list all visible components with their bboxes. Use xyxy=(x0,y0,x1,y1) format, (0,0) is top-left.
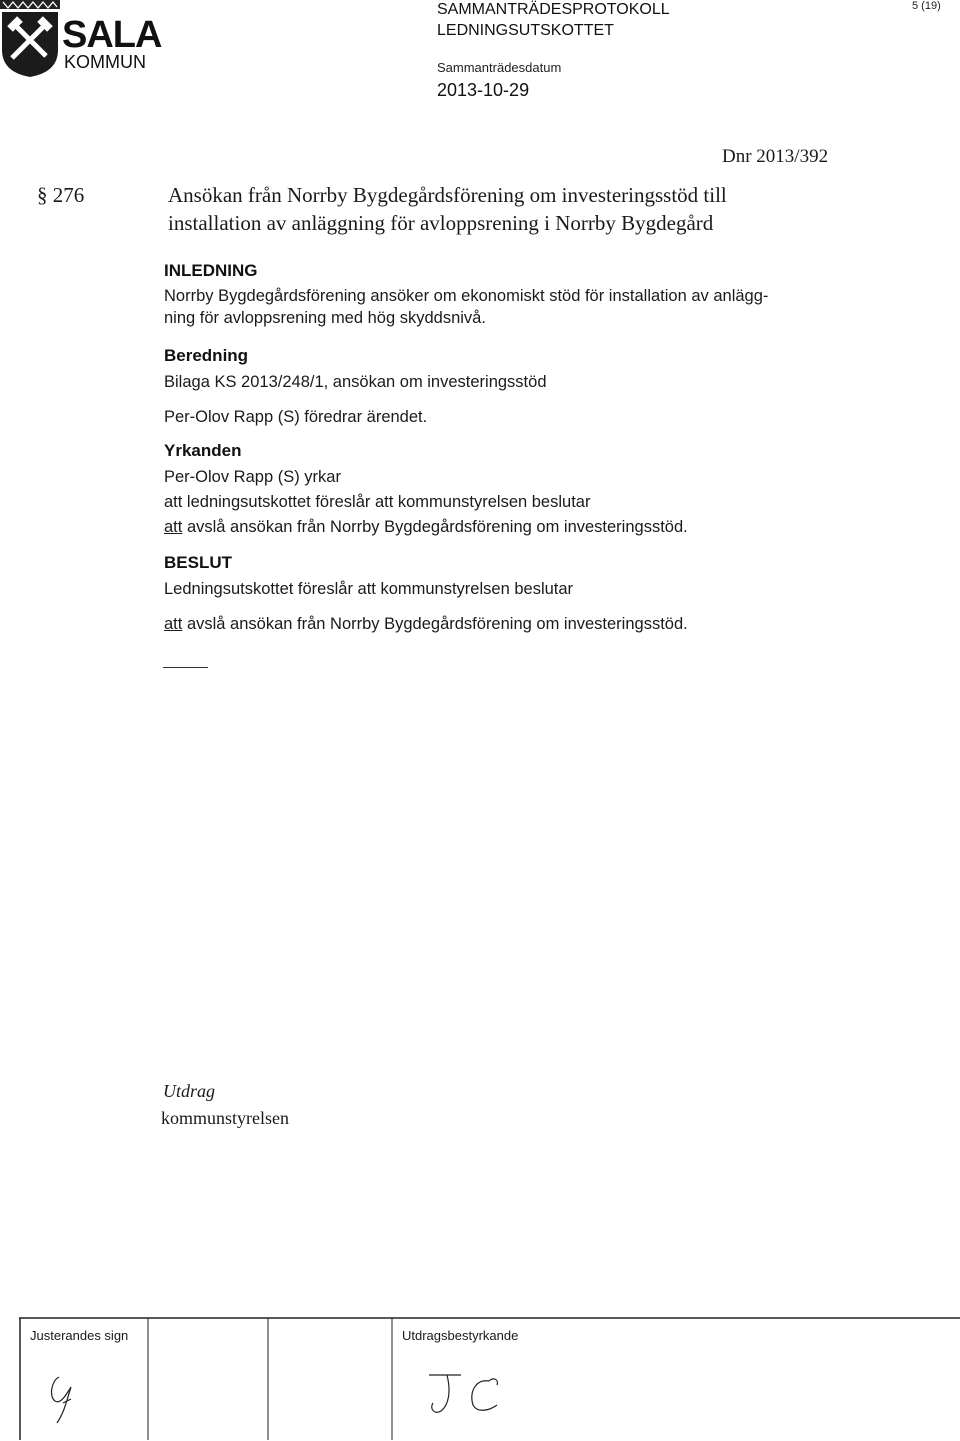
brand-subtitle: KOMMUN xyxy=(64,52,146,72)
case-title-line: installation av anläggning för avloppsrening i Norrby Bygdegård xyxy=(168,211,714,235)
att-keyword: att xyxy=(164,518,183,536)
signature-table xyxy=(19,1317,960,1440)
att-clause-text: avslå ansökan från Norrby Bygdegårdsförening om investeringsstöd. xyxy=(182,615,688,633)
beslut-heading: BESLUT xyxy=(164,553,232,572)
yrkanden-att-clause xyxy=(164,516,688,538)
coat-of-arms-icon xyxy=(0,0,60,78)
committee-name: LEDNINGSUTSKOTTET xyxy=(437,22,614,39)
dnr-reference: Dnr 2013/392 xyxy=(722,146,829,167)
protocol-title: SAMMANTRÄDESPROTOKOLL xyxy=(437,1,670,18)
brand-name: SALA xyxy=(62,14,162,56)
beredning-heading: Beredning xyxy=(164,346,249,365)
beredning-presenter: Per-Olov Rapp (S) föredrar ärendet. xyxy=(164,408,428,426)
justerandes-sign-label: Justerandes sign xyxy=(30,1328,129,1343)
case-title xyxy=(168,181,888,237)
inledning-line: ning för avloppsrening med hög skyddsnivå. xyxy=(164,309,486,327)
utdrag-recipient: kommunstyrelsen xyxy=(161,1108,289,1128)
att-keyword: att xyxy=(164,615,183,633)
paragraph-number: § 276 xyxy=(37,183,85,207)
date-label: Sammanträdesdatum xyxy=(437,60,562,75)
yrkanden-line: Per-Olov Rapp (S) yrkar xyxy=(164,468,341,486)
yrkanden-line: att ledningsutskottet föreslår att kommunstyrelsen beslutar xyxy=(164,493,591,511)
section-divider xyxy=(163,667,208,668)
page-number: 5 (19) xyxy=(912,0,941,12)
meeting-date: 2013-10-29 xyxy=(437,80,530,100)
beredning-attachment: Bilaga KS 2013/248/1, ansökan om investeringsstöd xyxy=(164,373,547,391)
case-title-line: Ansökan från Norrby Bygdegårdsförening om investeringsstöd till xyxy=(168,183,727,207)
utdragsbestyrkande-label: Utdragsbestyrkande xyxy=(402,1328,519,1343)
inledning-line: Norrby Bygdegårdsförening ansöker om ekonomiskt stöd för installation av anlägg- xyxy=(164,287,769,305)
utdrag-label: Utdrag xyxy=(163,1081,216,1101)
inledning-text xyxy=(164,285,884,329)
utdragsbestyrkande-signature xyxy=(419,1361,529,1421)
att-clause-text: avslå ansökan från Norrby Bygdegårdsförening om investeringsstöd. xyxy=(182,518,688,536)
beslut-line: Ledningsutskottet föreslår att kommunstyrelsen beslutar xyxy=(164,580,574,598)
inledning-heading: INLEDNING xyxy=(164,261,258,280)
beslut-att-clause xyxy=(164,613,688,635)
justerandes-signature xyxy=(37,1351,87,1441)
yrkanden-heading: Yrkanden xyxy=(164,441,242,460)
